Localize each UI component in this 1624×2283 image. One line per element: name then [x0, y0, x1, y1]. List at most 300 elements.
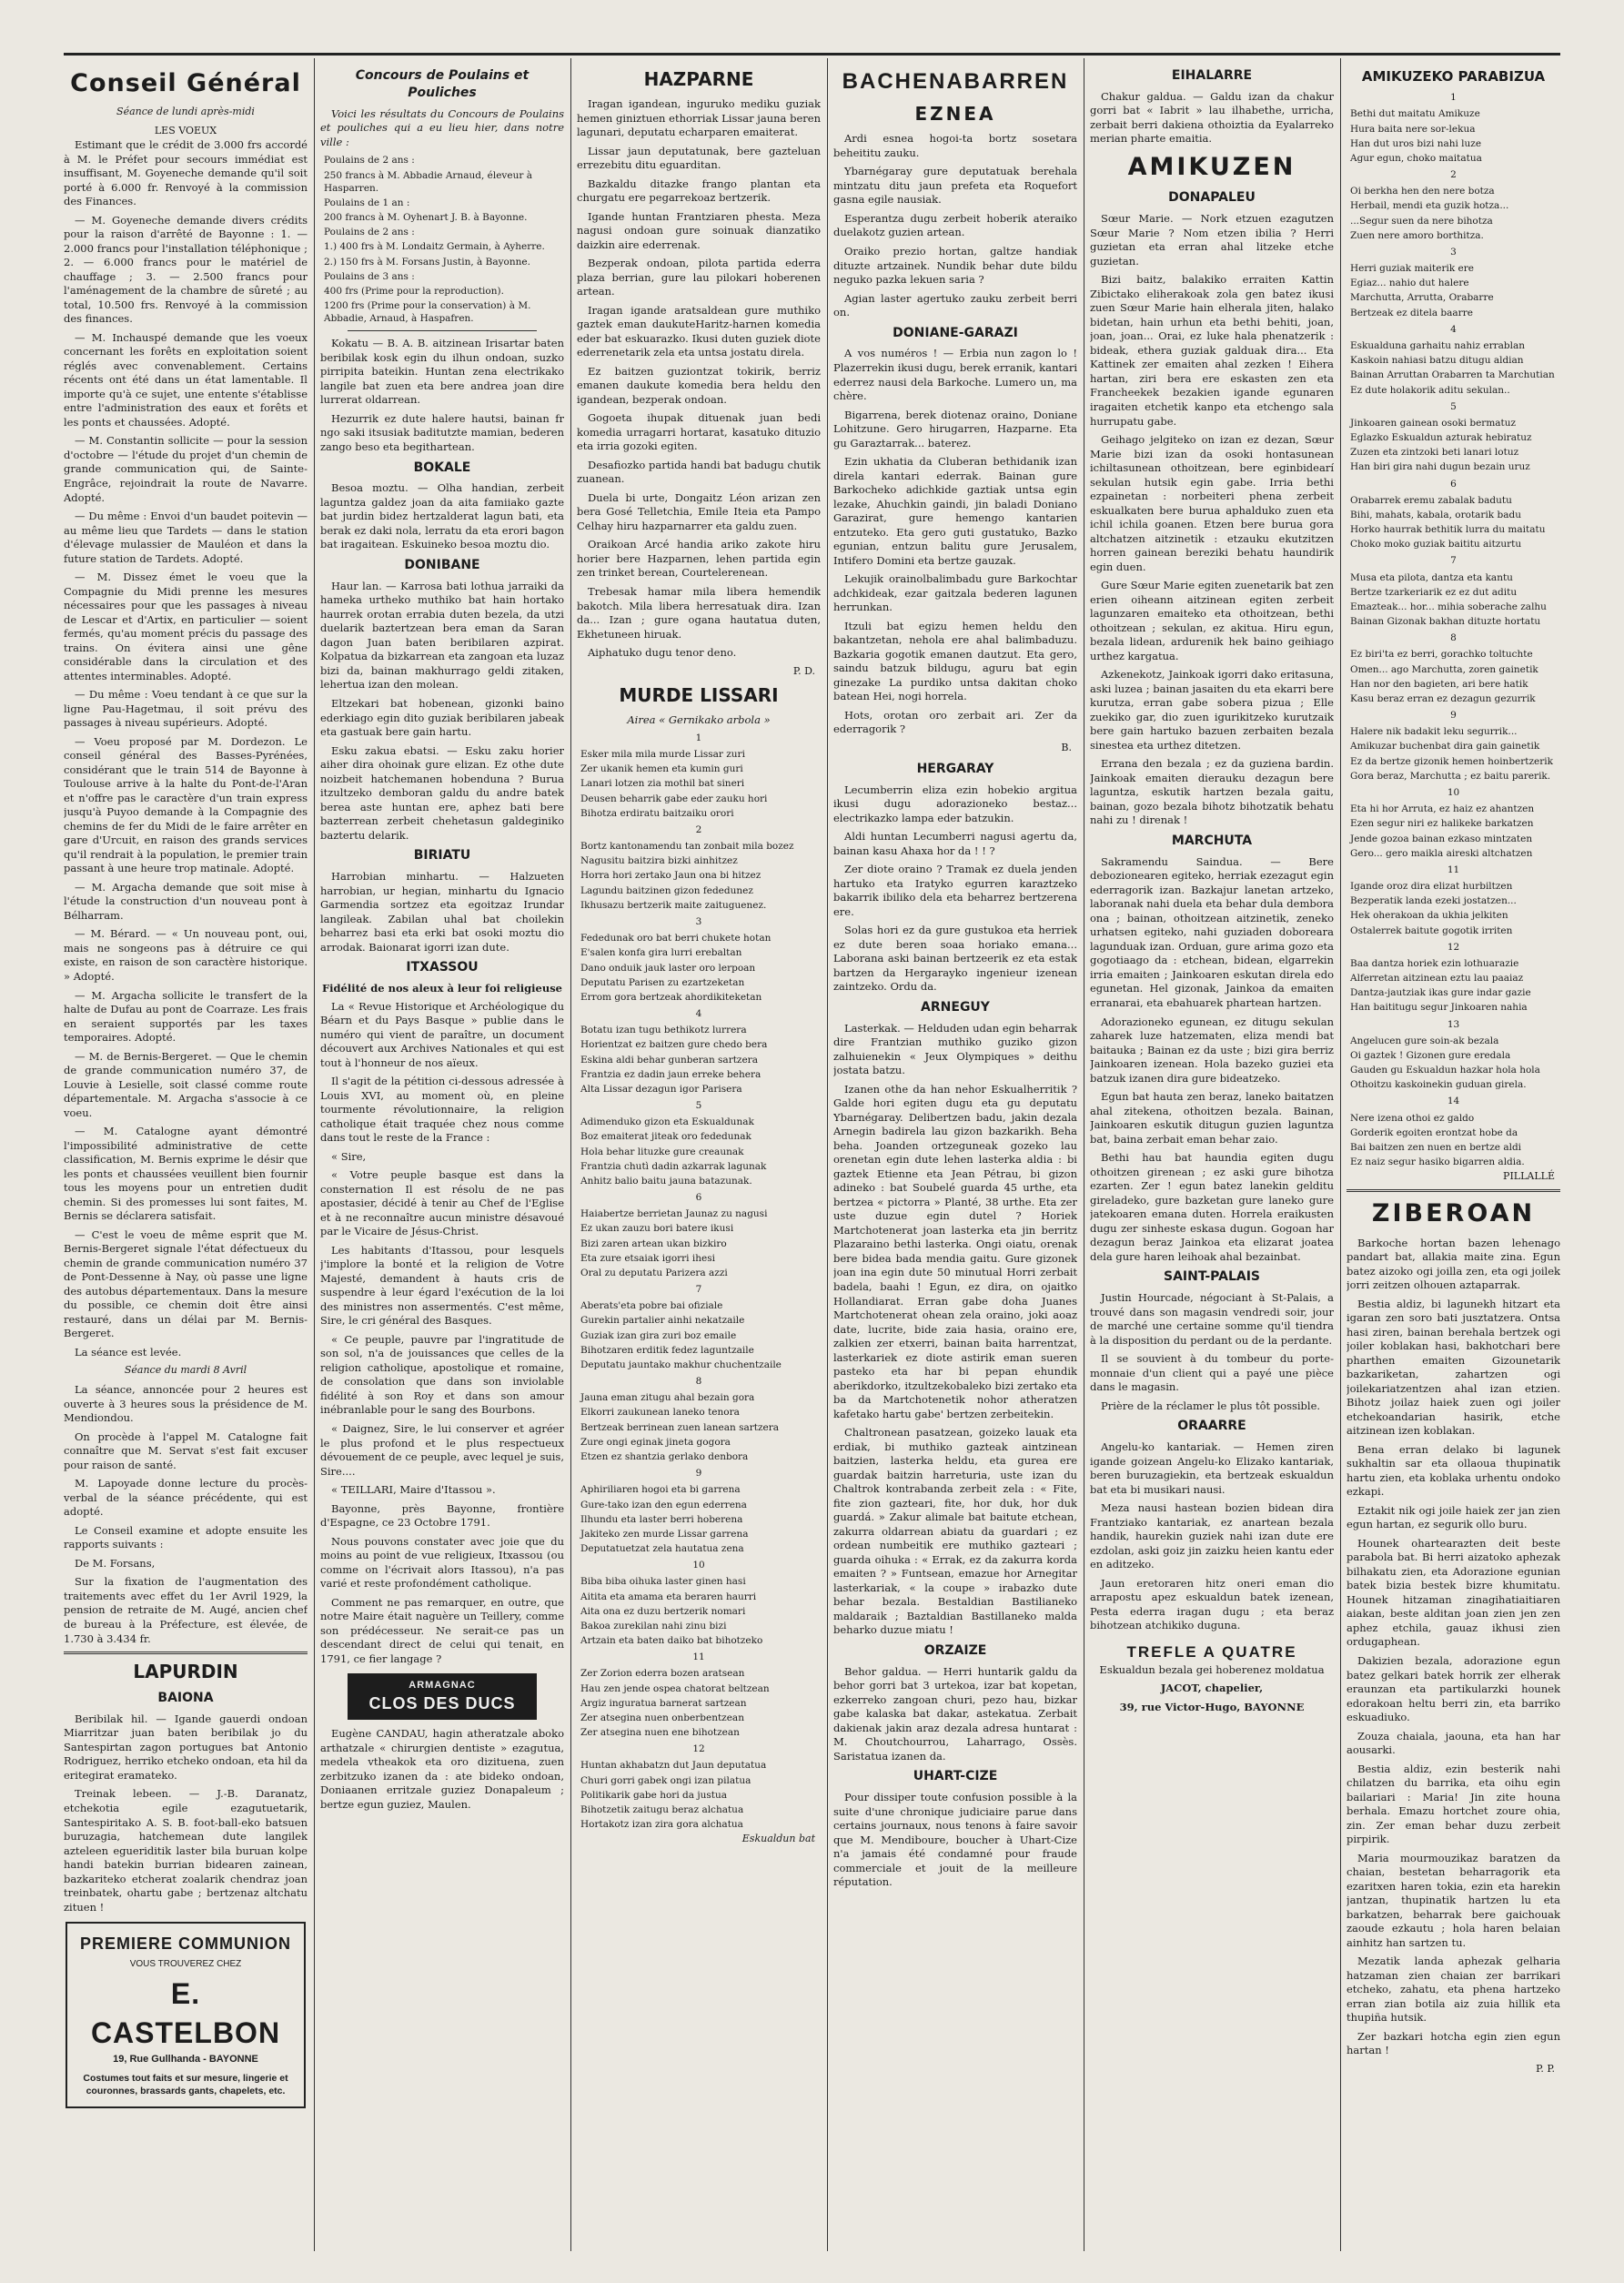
verse-line: Zer atsegina nuen onberbentzean: [580, 1712, 744, 1723]
session-subtitle: Séance de lundi après-midi: [116, 106, 255, 118]
paragraph: A vos numéros ! — Erbia nun zagon lo ! Plazerrekin ikusi dugu, berek erranik, kantari ederrez nausi dela Barkoche. Lumero un, ma chère.: [833, 347, 1077, 403]
column-4: [833, 64, 1077, 2248]
verse-line: Bizi zaren artean ukan bizkiro: [580, 1237, 727, 1249]
paragraph: Lecumberrin eliza ezin hobekio argitua ikusi dugu adorazioneko bestaz... electrikazko lampa eder batzukin.: [833, 783, 1077, 824]
stanza-number: 14: [1447, 1096, 1460, 1107]
verse-line: Gora beraz, Marchutta ; ez baitu parerik.: [1350, 770, 1551, 782]
column-divider: [827, 58, 828, 2251]
stanza-number: 3: [695, 915, 702, 927]
result-line: 250 francs à M. Abbadie Arnaud, éleveur à Hasparren.: [324, 169, 532, 194]
signature-2: P. P.: [1536, 2062, 1555, 2075]
stanza-number: 2: [1450, 169, 1457, 181]
verse-line: Haiabertze berrietan Jaunaz zu nagusi: [580, 1208, 768, 1220]
verse-line: Alferretan aitzinean eztu lau paaiaz: [1350, 973, 1524, 985]
kokatu-paragraph: Kokatu — B. A. B. aitzinean Irisartar baten beribilak kosk egin du ilhun ondoan, suzko pirripita bateikin. Huntan zena electrikako langile bat zuen eta bere andrea joan dire lurrerat oldarrean.: [320, 337, 564, 407]
paragraph: Ezin ukhatia da Cluberan bethidanik izan direla kantari ederrak. Bainan gure Barkocheko adichkide gaztiak untsa egin lezake, Ahuchkin gaindi, jin baladi Doniano Garazirat, gure hemengo kantarien entzuteko. Eta gero guti gustatuko, Bazko egunian, entzun balitu gure Jerusalem, Intifero Domini eta bertze gauzak.: [833, 455, 1077, 567]
paragraph: Zer diote oraino ? Tramak ez duela jenden hartuko eta Iratyko egurren karaztzeko bakarrik ibiliko dela eta beharrez bertzerena ere.: [833, 863, 1077, 918]
verse-line: Omen... ago Marchutta, zoren gainetik: [1350, 663, 1538, 675]
verse-line: Bihotzaren erditik fedez laguntzaile: [580, 1344, 754, 1356]
paragraph: Ybarnégaray gure deputatuak berehala mintzatu ditu jaun prefeta eta Roquefort gasna egile nausiak.: [833, 165, 1077, 207]
verse-line: Aberats'eta pobre bai ofiziale: [580, 1300, 723, 1312]
verse-line: Marchutta, Arrutta, Orabarre: [1350, 292, 1494, 304]
paragraph: Ardi esnea hogoi-ta bortz sosetara beheititu zauku.: [833, 132, 1077, 159]
saint-palais-paragraph-3: Prière de la réclamer le plus tôt possible.: [1101, 1399, 1321, 1412]
murde-lissari-heading: MURDE LISSARI: [619, 684, 779, 707]
stanza-number: 11: [1447, 864, 1460, 875]
paragraph: La séance est levée.: [75, 1345, 182, 1359]
saint-palais-paragraph: Justin Hourcade, négociant à St-Palais, a trouvé dans son magasin vendredi soir, jour de marché une certaine somme qu'il tiendra à la disposition du perdant ou de la perdante.: [1090, 1291, 1334, 1347]
castelbon-advert: [66, 1922, 306, 2108]
verse-line: Bihi, mahats, kabala, orotarik badu: [1350, 509, 1521, 520]
verse-line: Eta hi hor Arruta, ez haiz ez ahantzen: [1350, 803, 1535, 815]
stanza-number: 10: [1447, 786, 1460, 798]
paragraph: Igande huntan Frantziaren phesta. Meza nagusi ondoan gure soinuak dianzatiko daizkin aire ederrenak.: [577, 209, 821, 251]
eihalarre-paragraph: Chakur galdua. — Galdu izan da chakur gorri bat « Iabrit » lau ilhabethe, urricha, zerbait berri dakiena othoiztia da Eyalarreko merian pharte emaitia.: [1090, 89, 1334, 146]
verse-line: Elkorri zaukunean laneko tenora: [580, 1407, 740, 1419]
saint-palais-paragraph-2: Il se souvient à du tombeur du porte-monnaie d'un client qui a payé une pièce dans le magasin.: [1090, 1352, 1334, 1394]
oraarre-heading: ORAARRE: [1177, 1419, 1246, 1434]
verse-line: Oi gaztek ! Gizonen gure eredala: [1350, 1049, 1511, 1061]
verse-line: ...Segur suen da nere bihotza: [1350, 215, 1493, 227]
paragraph: Treinak lebeen. — J.-B. Daranatz, etchekotia egile ezagutuetarik, Santespiritako A. S. B. foot-ball-eko batsuen buruzagia, hatchemean dute langilek azteleen egueriditik laster bila buruan kolpe handi batekin burrian bidearen zainean, bazkariteko etcherat zoalarik chendraz joan treinbatek, ohartu gabe ; bertzenaz altchatu zituen !: [64, 1787, 308, 1914]
verse-line: Jauna eman zitugu ahal bezain gora: [580, 1392, 755, 1404]
paragraph: « TEILLARI, Maire d'Itassou ».: [331, 1483, 496, 1497]
paragraph: Nous pouvons constater avec joie que du moins au point de vue religieux, Itxassou (ou comme on l'écrivait alors Itassou), n'a pas varié et reste profondément catholique.: [320, 1534, 564, 1591]
donibane-paragraph-2: Eltzekari bat hobenean, gizonki baino ederkiago egin dito guziak beribilaren jabeak eta gastuak bere gain hartu.: [320, 697, 564, 739]
conseil-paragraphs: [64, 138, 308, 1359]
paragraph: — Du même : Envoi d'un baudet poitevin — au même lieu que Tardets — dans le station d'élevage mulassier de Mauléon et dans la future station de Tardets. Adopté.: [64, 510, 308, 565]
verse-line: Eskina aldi behar gunberan sartzera: [580, 1054, 758, 1066]
stanza-number: 1: [1450, 92, 1457, 104]
verse-line: Zure ongi eginak jineta gogora: [580, 1436, 731, 1448]
paragraph: Zer bazkari hotcha egin zien egun hartan !: [1347, 2029, 1560, 2057]
verse-line: Zer Zorion ederra bozen aratsean: [580, 1668, 745, 1680]
verse-line: Bortz kantonamendu tan zonbait mila bozez: [580, 841, 794, 853]
paragraph: Le Conseil examine et adopte ensuite les rapports suivants :: [64, 1523, 308, 1551]
baiona-heading: BAIONA: [157, 1691, 214, 1706]
signature-2: Eskualdun bat: [741, 1833, 815, 1845]
verse-line: Bertzeak berrinean zuen lanean sartzera: [580, 1421, 780, 1433]
eihalarre-heading: EIHALARRE: [1171, 68, 1253, 83]
paragraph: — C'est le voeu de même esprit que M. Bernis-Bergeret signale l'état défectueux du chemin de grande communication numéro 37 de Pont-Dessenne à Nay, où passe une ligne des autobus départementaux. Dans la mesure du possible, ce chemin doit être ainsi restauré, dans un délai par M. Bernis-Bergeret.: [64, 1227, 308, 1340]
oraarre-paragraph-2: Meza nausi hastean bozien bidean dira Frantziako kantariak, ez anartean bezala handik, haurekin guziek nahi izan dute ere ezdolan, aski goiz jin zaizku heien kantu eder en aditzeko.: [1090, 1501, 1334, 1571]
verse-line: Baa dantza horiek ezin lothuarazie: [1350, 957, 1519, 969]
paragraph: « Ce peuple, pauvre par l'ingratitude de son sol, n'a de jouissances que celles de la religion catholique, apostolique et romaine, de consolation que dans son inviolable fidélité à son Roy et dans son amour inébranlable pour le sang des Bourbons.: [320, 1332, 564, 1417]
paragraph: Esperantza dugu zerbeit hoberik ateraiko duelakotz guzien artean.: [833, 211, 1077, 239]
paragraph: Les habitants d'Itassou, pour lesquels j'implore la bonté et la religion de Votre Majesté, demandent à hauts cris de suspendre à leur égard l'exécution de la loi des ministres non assermentés. C'est même, Sire, le cri général des Basques.: [320, 1243, 564, 1328]
verse-line: Botatu izan tugu bethikotz lurrera: [580, 1025, 747, 1036]
result-line: 1200 frs (Prime pour la conservation) à M. Abbadie, Arnaud, à Haspafren.: [324, 300, 531, 325]
donapaleu-heading: DONAPALEU: [1168, 190, 1256, 206]
verse-line: Lagundu baitzinen gizon fededunez: [580, 884, 753, 896]
paragraph: Egun bat hauta zen beraz, laneko baitatzen ahal zitekena, othoitzen bezala. Bainan, Jainkoaren eskutik ditugun guzien laguntza bat, baina zerbait eman behar zaio.: [1090, 1090, 1334, 1146]
paragraph: Bethi hau bat haundia egiten dugu othoitzen girenean ; ez aski gure bihotza ezarten. Zer ! egun batez lanekin gelditu gireladeko, gure bazketan gure laneko gure jatekoaren emana duten. Horrela eraikusten dugu zer sinheste eskasa dugun. Gogoan har dezagun beraz Jainkoa eta elizarat joatea dela gure haren leihoak ahal bezainbat.: [1090, 1151, 1334, 1263]
oraarre-paragraph: Angelu-ko kantariak. — Hemen ziren igande goizean Angelu-ko Elizako kantariak, beren buruzagiekin, eta bertzeak eskualdun bat eta bi musikari nausi.: [1090, 1440, 1334, 1496]
stanza-number: 7: [695, 1284, 702, 1296]
orzaize-heading: ORZAIZE: [923, 1642, 987, 1658]
paragraph: Hounek ohartearazten deit beste parabola bat. Bi herri aizatoko aphezak bilhakatu zien, eta Adorazione egunian batek bizia bestek bizre khumitatu. Hounek hitzaman zinagihatiaitiaren aiakan, beste alditan joan zien jen zen aphez etchila, gauaz ikhusi zien ordugaphean.: [1347, 1536, 1560, 1649]
stanza-number: 8: [1450, 632, 1457, 644]
paragraph: Sakramendu Saindua. — Bere debozionearen egiteko, herriak ezezagut egin ederragorik izan. Bazkajur lanetan artzeko, laboranak nahi duela eta behar dula dembora ona ; bainan, othoitzean aitzinetik, zeneko urhatsen egiteko, nahi guziaden doboreara lagunduak izan. Orduan, gure arima gozo eta gogotiaago da : etchean, bidean, elgarrekin irria emaiten ; Jainkoaren eskutan direla edo egunetan. Hel gizonak, Jainkoa da emaiten erranarai, eta ebahuarek phartean hartzen.: [1090, 854, 1334, 1009]
signature: B.: [1061, 741, 1072, 753]
hergaray-paragraphs: [833, 783, 1077, 995]
result-line: 2.) 150 frs à M. Forsans Justin, à Bayonne.: [324, 256, 530, 268]
verse-line: Oral zu deputatu Parizera azzi: [580, 1267, 728, 1278]
uhart-paragraph: Pour dissiper toute confusion possible à la suite d'une chronique judiciaire parue dans certains journaux, nous tenons à faire savoir que M. Mendiboure, boucher à Uhart-Cize n'a jamais été condamné pour fraude commerciale et jouit de la meilleure réputation.: [833, 1791, 1077, 1889]
paragraph: Barkoche hortan bazen lehenago pandart bat, allakia maite zina. Egun batez aizoko ogi joilla zen, eta ogi joilek jorri zeitzen olhouen aztaparrak.: [1347, 1236, 1560, 1292]
verse-line: Bethi dut maitatu Amikuze: [1350, 108, 1480, 120]
column-divider: [570, 58, 571, 2251]
verse-line: Bainan Arruttan Orabarren ta Marchutian: [1350, 369, 1555, 381]
result-line: 200 francs à M. Oyhenart J. B. à Bayonne.: [324, 212, 528, 224]
verse-line: Frantzia chutì dadin azkarrak lagunak: [580, 1160, 767, 1172]
paragraph: Duela bi urte, Dongaitz Léon arizan zen bera Gosé Telletchia, Emile Iteia eta Pampo Celhay hiru hazparnarrer eta galdu zuen.: [577, 490, 821, 532]
paragraph: — M. Dissez émet le voeu que la Compagnie du Midi prenne les mesures nécessaires pour que les passages à niveau de Lescar et d'Artix, en particulier — soient fermés, qu'au moment précis du passage des trains. On évitera ainsi une gêne considérable dans la circulation et des attentes interminables. Adopté.: [64, 571, 308, 682]
stanza-number: 9: [695, 1468, 702, 1480]
verse-line: Amikuzar buchenbat dira gain gainetik: [1350, 741, 1540, 753]
ad-line-5: Costumes tout faits et sur mesure, lingerie et couronnes, brassards gants, chapelets, etc.: [83, 2073, 288, 2097]
paragraph: Estimant que le crédit de 3.000 frs accordé à M. le Préfet pour secours immédiat est insuffisant, M. Goyeneche demande qu'il soit porté à 6.000 fr. Renvoyé à la commission des Finances.: [64, 138, 308, 208]
verse-line: Biba biba oihuka laster ginen hasi: [580, 1576, 746, 1588]
verse-line: Nagusitu baitzira bizki ainhitzez: [580, 855, 738, 867]
song-air: Airea « Gernikako arbola »: [627, 713, 771, 727]
verse-line: Aphiriliaren hogoi eta bi garrena: [580, 1484, 741, 1496]
concours-intro: Voici les résultats du Concours de Poulains et pouliches qui a eu lieu hier, dans notre ville :: [320, 106, 564, 148]
verse-line: Orabarrek eremu zabalak badutu: [1350, 494, 1512, 506]
paragraph: Lekujik orainolbalimbadu gure Barkochtar adchkideak, ezar gaitzala bederen lagunen herrunkan.: [833, 572, 1077, 614]
armagnac-label: ARMAGNAC: [409, 1680, 476, 1692]
result-line: 1.) 400 frs à M. Londaitz Germain, à Ayherre.: [324, 241, 545, 253]
concours-results: [320, 154, 564, 325]
verse-line: Ez da bertze gizonik hemen hoinbertzerik: [1350, 755, 1553, 767]
verse-line: Han nor den bagieten, ari bere hatik: [1350, 678, 1528, 690]
verse-line: Huntan akhabatzn dut Jaun deputatua: [580, 1760, 767, 1772]
hazparne-heading: HAZPARNE: [643, 68, 754, 90]
verse-line: Bezperatik landa ezeki jostatzen...: [1350, 895, 1517, 907]
paragraph: Errana den bezala ; ez da guziena bardin. Jainkoak emaiten dierauku dezagun bere laguntza, eskutik hartzen bezala gaitu, bainan, gozo bezala bihotz bihotzatik behatu nahi zu ! direnak !: [1090, 757, 1334, 827]
paragraph: Bestia aldiz, bi lagunekh hitzart eta igaran zen soro bati jusztatzera. Ontsa hasi ziren, bainan berehala bertzek ogi joiler koblakan hasi, bakhotchari bere pharthen emaiten Gizounetarik bazkariketan, zahartzen ogi joilekariatzentzen ahal izan etzien. Bihotz joilaz haiek zuen ogi joiler etchekoandarian hasirik, etche aitzinean izen koblakan.: [1347, 1297, 1560, 1438]
paragraph: Aiphatuko dugu tenor deno.: [588, 646, 737, 660]
column-divider: [1340, 58, 1341, 2251]
verse-line: Igande oroz dira elizat hurbiltzen: [1350, 881, 1513, 893]
donapaleu-paragraphs: [1090, 212, 1334, 828]
paragraph: M. Lapoyade donne lecture du procès-verbal de la séance précédente, qui est adopté.: [64, 1477, 308, 1519]
verse-line: Aitita eta amama eta beraren haurri: [580, 1591, 757, 1602]
verse-line: Eglazko Eskualdun azturak hebiratuz: [1350, 432, 1532, 444]
paragraph: Iragan igande aratsaldean gure muthiko gaztek eman daukuteHaritz-harnen komedia eder bat eskuarazko. Ikusi duten guziek diote ederrenetarik zela eta untsa jostatu direla.: [577, 303, 821, 359]
paragraph: — M. de Bernis-Bergeret. — Que le chemin de grande communication numéro 37, de Louvie à Lesielle, soit classé comme route départementale. M. Argacha s'associe à ce voeu.: [64, 1049, 308, 1119]
stanza-number: 6: [1450, 478, 1457, 490]
paragraph: « Sire,: [331, 1149, 367, 1163]
verse-line: Angelucen gure soin-ak bezala: [1350, 1035, 1499, 1046]
session-subtitle-2: Séance du mardi 8 Avril: [124, 1364, 247, 1377]
result-line: Poulains de 1 an :: [324, 197, 410, 208]
result-line: Poulains de 2 ans :: [324, 227, 415, 238]
top-rule: [64, 53, 1560, 56]
conseil-paragraphs-2: [64, 1383, 308, 1646]
verse-line: Bihotza erdiratu baitzaiku orori: [580, 807, 734, 819]
orzaize-paragraph: Behor galdua. — Herri huntarik galdu da behor gorri bat 3 urtekoa, izar bat kopetan, ezkerreko zangoan churi, pezo hau, bizkar gabe kalaska bat dakar, astekatua. Zerbait dakienak jakin araz dezala adresa huntarat : M. Choutchourrou, Laharrago, Ossès. Saristatua izanen da.: [833, 1664, 1077, 1763]
verse-line: Politikarik gabe hori da justua: [580, 1789, 727, 1801]
verse-line: Jakiteko zen murde Lissar garrena: [580, 1528, 749, 1540]
conseil-general-title: Conseil Général: [70, 69, 301, 97]
signature: PILLALLÉ: [1503, 1170, 1555, 1183]
paragraph: Il s'agit de la pétition ci-dessous adressée à Louis XVI, au moment où, en pleine tourmente révolutionnaire, la religion catholique était traquée chez nous comme dans tout le reste de la France :: [320, 1075, 564, 1145]
paragraph: Eztakit nik ogi joile haiek zer jan zien egun hartan, ez segurik ollo buru.: [1347, 1503, 1560, 1531]
paragraph: Agian laster agertuko zauku zerbeit berri on.: [833, 291, 1077, 319]
marchuta-paragraphs: [1090, 855, 1334, 1264]
paragraph: Solas hori ez da gure gustukoa eta herriek ez dute beren soaa horiako emana... Laborana aski bainan bertzeerik ez eta estak bartzen da Hergarayko ingenieur izenean zaintzeko. Ordu da.: [833, 924, 1077, 994]
bachenabarren-title: BACHENABARREN: [842, 69, 1069, 94]
paragraph: Bizi baitz, balakiko erraiten Kattin Zibictako eliherakoak zola gen batez ikusi zuen Sœur Marie hain elherala jiten, halako bidetan, hain urhun eta bethi behiti, joan, joan, joan... Orai, ez luke hala phenatzerik : bideak, ethera guziak galduak dira... Eta Kattinek zer emaiten ahal zezken ! Eihera hartan, ziri bera ere eskasten zen eta Francheekek bezakien igande egunaren iragaiten etchetik kanpo eta etchengo sala hurrupatu gabe.: [1090, 273, 1334, 428]
verse-line: Deputatu Parisen zu ezartzeketan: [580, 976, 745, 988]
verse-line: Zer ukanik hemen eta kumin guri: [580, 763, 743, 775]
verse-line: Ez ukan zauzu bori batere ikusi: [580, 1223, 734, 1235]
verse-line: Alta Lissar dezagun igor Parisera: [580, 1083, 742, 1095]
paragraph: Izanen othe da han nehor Eskualherritik ? Galde hori egiten dugu eta gu deputatu Ybarnégaray. Delibertzen badu, jakin dezala Arnegin badirela lau gizon bazkarikh. Beha beha. Joanden ortzeguneak gozeko lau orenetan egin dute lehen lasterka aldia : bi gaztek Etienne eta Jean Pétrau, bi gizon adineko : bat Soubelé guarda 45 urthe, eta bertzea « pictorra » Planté, 38 urthe. Eta zer uste duzue egin dutel ? Horiek Martchotenerat joan lasterka eta jin berritz Plazaraino bethi lasterka. Ongi oiatu, orenak bere bidea bada mendia gaitu. Gure gizonek joan ina egin dute 50 minutual Horri zerbait badela, baahi ! Egun, ez dira, on ojaitko Hollandiarat. Erran gabe doha Juanes Martchotenerat ohean zela oraino, joki aoaz date, lucrite, bide zaia hasia, oraino ere, zalkien zer etxerri, bainan baita harrentzat, lasterkariek ez diote astirik eman sueren pasteko eta har bi pepan ehundik aberikdorko, itzultzekobaleko bizi zertako eta ba da Martchotenetik nohor atheratzen kafetako hartu gabe' bertzen zerbeitekin.: [833, 1082, 1077, 1420]
column-3: [577, 64, 821, 2248]
lapurdin-heading: LAPURDIN: [133, 1661, 238, 1683]
donibane-paragraph: Haur lan. — Karrosa bati lothua jarraiki da hameka urtheko muthiko bat hain hortako haurrek orotan errabia duten bezela, da utzi duelarik baztertzean bera eman da Saran dagon Juan baten beribilaren azpirat. Kolpatua da bizkarrean eta zangoan eta luzaz bizi da, bainan makhurrago geldi zitaken, lehertua izan den molean.: [320, 579, 564, 692]
result-line: Poulains de 2 ans :: [324, 155, 415, 167]
trefle-line: Eskualdun bezala gei hoberenez moldatua: [1099, 1662, 1325, 1676]
paragraph: Sur la fixation de l'augmentation des traitements avec effet du 1er Avril 1929, la pension de retraite de M. Augé, ancien chef de bureau à la Préfecture, est élevée, de 1.730 à 3.434 fr.: [64, 1575, 308, 1645]
clos-des-ducs-label: CLOS DES DUCS: [368, 1694, 516, 1713]
bokale-paragraph: Besoa moztu. — Olha handian, zerbeit laguntza galdez joan da aita famiiako gazte bat jurdin bidez hertzalderat lagun bati, eta berak ez daki nola, lerratu da eta erori bagon bat iragaitean. Eskuineko besoa moztu dio.: [320, 481, 564, 551]
verse-line: Aita ona ez duzu bertzerik nomari: [580, 1605, 746, 1617]
paragraph: — Du même : Voeu tendant à ce que sur la ligne Pau-Hagetmau, il soit prévu des passages à niveau supérieurs. Adopté.: [64, 688, 308, 730]
verse-line: Othoitzu kaskoinekin guduan girela.: [1350, 1079, 1527, 1091]
amikuzen-title: AMIKUZEN: [1127, 152, 1296, 181]
paragraph: « Daignez, Sire, le lui conserver et agréer le plus profond et le plus respectueux dévouement de ce peuple, avec lequel je suis, Sire....: [320, 1421, 564, 1478]
divider: [64, 1652, 308, 1654]
stanza-number: 4: [695, 1008, 702, 1020]
paragraph: Gogoeta ihupak dituenak juan bedi komedia urragarri hortarat, kasatuko dituzio eta irria gozoki egiten.: [577, 411, 821, 453]
paragraph: Beribilak hil. — Igande gauerdi ondoan Miarritzar juan baten beribilak jo du Santespirtan zagon portugues bat Antonio Rodriguez, herriko etcheko ondoan, eta hil da eritegirat eramateko.: [64, 1712, 308, 1782]
verse-line: Horientzat ez baitzen gure chedo bera: [580, 1039, 768, 1051]
paragraph: Desafiozko partida handi bat badugu chutik zuanean.: [577, 458, 821, 486]
verse-line: Deusen beharrik gabe eder zauku hori: [580, 793, 768, 804]
verse-line: Eskualduna garhaitu nahiz errablan: [1350, 340, 1525, 351]
paragraph: Comment ne pas remarquer, en outre, que notre Maire était naguère un Teillery, comme son prédécesseur. Ne serait-ce pas un descendant direct de celui qui tenait, en 1791, ce fier langage ?: [320, 1595, 564, 1665]
verse-line: Agur egun, choko maitatua: [1350, 152, 1482, 164]
verse-line: Frantzia ez dadin jaun erreke behera: [580, 1068, 762, 1080]
verse-line: Hortakotz izan zira gora alchatua: [580, 1819, 743, 1831]
verse-line: Bertzeak ez ditela baarre: [1350, 307, 1473, 318]
verse-line: Jinkoaren gainean osoki bermatuz: [1350, 417, 1517, 429]
stanza-number: 12: [692, 1743, 705, 1755]
paragraph: Bazkaldu ditazke frango plantan eta churgatu ere pegarrekoaz bertzerik.: [577, 177, 821, 205]
column-2: [320, 64, 564, 2248]
paragraph: Adorazioneko egunean, ez ditugu sekulan zaharek luze hatzematen, eliza mendi bat baitauka ; Bainan ez da uste ; bizi gira berriz Jainkoaren izenean. Hola bazeko guziei eta batzuk izanen dira gure bideatzeko.: [1090, 1015, 1334, 1085]
jacot-name: JACOT, chapelier,: [1160, 1682, 1264, 1695]
verse-line: Errom gora bertzeak ahordikiteketan: [580, 991, 762, 1003]
paragraph: Lissar jaun deputatunak, bere gazteluan errezebitu ditu eguarditan.: [577, 144, 821, 172]
paragraph: — M. Constantin sollicite — pour la session d'octobre — l'étude du projet d'un chemin de grande communication qui, de Sainte-Engrâce, rejoindrait la route de Navarre. Adopté.: [64, 434, 308, 504]
hazparne-paragraphs: [577, 97, 821, 661]
verse-line: Ez naiz segur hasiko bigarren aldia.: [1350, 1157, 1525, 1168]
paragraph: Trebesak hamar mila libera hemendik bakotch. Mila libera herresatuak dira. Izan da... Izan ; gure ogana hautatua duten, Ekhetuneen hiruak.: [577, 584, 821, 641]
column-5: [1090, 64, 1334, 2248]
verse-line: Emazteak... hor... mihia soberache zalhu: [1350, 601, 1547, 612]
stanza-number: 13: [1447, 1018, 1460, 1030]
paragraph: Itzuli bat egizu hemen heldu den bakantzetan, nehola ere ahal balimbaduzu. Bazkaria gogotik emanen dautzut. Eta gero, saindu batzuk bildugu, aguru bat egin ginezake La purdiko untsa dakitan choko batean Hei, nogi horrela.: [833, 619, 1077, 703]
arneguy-heading: ARNEGUY: [921, 999, 990, 1015]
paragraph: — M. Catalogne ayant démontré l'impossibilité administrative de cette classification, M. Bernis exprime le désir que les ponts et chaussées veuillent bien fournir tous les moyens pour un entretien dudit chemin. Si des promesses lui sont faites, M. Bernis se déclarera satisfait.: [64, 1125, 308, 1223]
column-6: [1347, 64, 1560, 2248]
hergaray-heading: HERGARAY: [916, 761, 994, 776]
verse-line: Lanari lotzen zia mothil bat sineri: [580, 778, 745, 790]
doniane-paragraphs: [833, 347, 1077, 736]
verse-line: Hura baita nere sor-lekua: [1350, 123, 1476, 135]
stanza-number: 2: [695, 823, 702, 835]
verse-line: Gauden gu Eskualdun hazkar hola hola: [1350, 1065, 1540, 1076]
verse-line: Herbail, mendi eta guzik hotza...: [1350, 200, 1509, 212]
verse-line: Zuen nere amoro borthitza.: [1350, 229, 1484, 241]
eznea-heading: EZNEA: [914, 103, 996, 126]
paragraph: On procède à l'appel M. Catalogne fait connaître que M. Servat s'est fait excuser pour raison de santé.: [64, 1429, 308, 1471]
biriatu-heading: BIRIATU: [413, 848, 471, 864]
stanza-number: 1: [695, 732, 702, 743]
verse-line: Ezen segur niri ez halikeke barkatzen: [1350, 818, 1534, 830]
ad-line-1: PREMIERE COMMUNION: [79, 1934, 291, 1954]
paragraph: Zouza chaiala, jaouna, eta han har aousarki.: [1347, 1729, 1560, 1757]
verse-line: Deputatuetzat zela hautatua zena: [580, 1543, 744, 1555]
ad-address: 19, Rue Gullhanda - BAYONNE: [113, 2054, 258, 2066]
donibane-paragraph-3: Esku zakua ebatsi. — Esku zaku horier aiher dira ohoinak gure elizan. Ez othe dute noizbeit hatchemanen hobenduna ? Burua itzultzeko demboran galdu du andre batek berea aste huntan ere, aphez bati bere bazterrean zerbeit chehetasun galdeginiko baztertu delarik.: [320, 743, 564, 842]
verse-line: Eta zure etsaiak igorri ihesi: [580, 1252, 715, 1264]
verse-line: Bainan Gizonak bakhan dituzte hortatu: [1350, 616, 1541, 628]
verse-line: Dantza-jautziak ikas gure indar gazie: [1350, 987, 1531, 999]
verse-line: Han baititugu segur Jinkoaren nahia: [1350, 1002, 1528, 1014]
kokatu-paragraph-2: Hezurrik ez dute halere hautsi, bainan fr ngo saki itsusiak baditutzte mamian, bederen zango beso eta begithartean.: [320, 411, 564, 453]
stanza-number: 11: [692, 1652, 705, 1663]
stanza-number: 6: [695, 1192, 702, 1204]
verse-line: Adimenduko gizon eta Eskualdunak: [580, 1116, 754, 1128]
paragraph: La « Revue Historique et Archéologique du Béarn et du Pays Basque » publie dans le numéro qui vient de paraître, un document découvert aux Archives Nationales et qui est tout à l'honneur de nos aïeux.: [320, 999, 564, 1069]
paragraph: Sœur Marie. — Nork etzuen ezagutzen Sœur Marie ? Nom etzen ibilia ? Herri guzietan eta erran ahal litzeke etche guzietan.: [1090, 212, 1334, 268]
verse-line: E'salen konfa gira lurri erebaltan: [580, 947, 742, 959]
paragraph: De M. Forsans,: [75, 1556, 156, 1570]
paragraph: — M. Inchauspé demande que les voeux concernant les forêts en exploitation soient réglés avec convenablement. Certains récents ont été dans un état lamentable. Il importe qu'à ce sujet, une entente s'établisse entre l'administration des eaux et forêts et les ponts et chaussées. Adopté.: [64, 330, 308, 429]
verse-line: Oi berkha hen den nere botza: [1350, 186, 1495, 197]
verse-line: Jende gozoa bainan ezkaso mintzaten: [1350, 833, 1533, 844]
paragraph: Bezperak ondoan, pilota partida ederra plaza berrian, gure lau pilokari hoberenen artean.: [577, 257, 821, 298]
result-line: Poulains de 3 ans :: [324, 270, 415, 282]
column-1: [64, 64, 308, 2248]
verse-line: Ikhusazu bertzerik maite zaituguenez.: [580, 899, 767, 911]
paragraph: — M. Argacha demande que soit mise à l'étude la construction d'un nouveau pont à Bélharram.: [64, 880, 308, 922]
paragraph: Lasterkak. — Helduden udan egin beharrak dire Frantzian muthiko guziko gizon zalhuienekin « Jeux Olympiques » deithu jostata batzu.: [833, 1021, 1077, 1077]
voeux-heading: LES VOEUX: [154, 125, 217, 137]
paragraph: Ez baitzen guziontzat tokirik, berriz emanen daukute komedia bera heldu den igandean, bezperak ondoan.: [577, 364, 821, 406]
paragraph: — M. Bérard. — « Un nouveau pont, oui, mais ne songeons pas à détruire ce qui existe, en raison de son caractère historique. » Adopté.: [64, 927, 308, 983]
verse-line: Guziak izan gira zuri boz emaile: [580, 1329, 737, 1341]
ad-line-2: VOUS TROUVEREZ CHEZ: [129, 1959, 242, 1970]
paragraph: Chaltronean pasatzean, goizeko lauak eta erdiak, bi muthiko gazteak aintzinean baitzien, lasterka heldu, eta gurea ere guardak baitzin harreturia, uste izan du Chaltrok kontrabanda zerbeit zela : « Fite, fite zion gazteari, fite, hor duk, hor duk guardá. » Zakur alimale bat baitute etchean, zakurra oldarrean abiatu da guardari ; ez ordean numbeitik ere muthiko gazteari ; guarda oihuka : « Errak, ez da zakurra korda emaiten ? » Funtsean, emazue hor Arnegitar lasterkariak, « la coupe » irabazko dute behar bezala. Bestaldian Bastilianeko maldaraik ; Baztaldian Bastillaneko malda beharko duzue miatu !: [833, 1426, 1077, 1637]
itxassou-paragraphs: [320, 1000, 564, 1667]
saint-palais-heading: SAINT-PALAIS: [1163, 1269, 1260, 1285]
paragraph: Bestia aldiz, ezin besterik nahi chilatzen du barrika, eta oihu egin bailariari : Maria! Jin zite houna berhala. Emazu hortchet zoure ohia, zin. Zer eman behar duzu zerbeit pirpirik.: [1347, 1762, 1560, 1846]
arneguy-paragraphs: [833, 1022, 1077, 1421]
trefle-advert-title: TREFLE A QUATRE: [1126, 1642, 1297, 1661]
baiona-paragraphs: [64, 1712, 308, 1914]
divider: [1347, 1189, 1560, 1192]
parabizua-stanzas: [1347, 91, 1560, 1168]
verse-line: Anhitz balio baitu jauna batazunak.: [580, 1175, 752, 1187]
paragraph: Geihago jelgiteko on izan ez dezan, Sœur Marie bizi izan da osoki hontasunean ichiltasunean othoitzean, bere eginbidearí sekulan hutsik egin gabe. Irria bethi ezpainetan : norbeiteri phena zerbeit eskualkaten bere burua aphalduko zuen eta ichil ichila goanen. Etzen bere burua gora altchatzen aitzinetik : etzauku ekutzitzen horren gainean bereziki behatu haundirik egin duen.: [1090, 433, 1334, 573]
verse-line: Kasu beraz erran ez dezagun gezurrik: [1350, 692, 1536, 704]
verse-line: Esker mila mila murde Lissar zuri: [580, 749, 745, 761]
verse-line: Ostalerrek baitute gogotik irriten: [1350, 924, 1513, 936]
paragraph: Hots, orotan oro zerbait ari. Zer da ederragorik ?: [833, 708, 1077, 736]
verse-line: Hau zen jende ospea chatorat beltzean: [580, 1682, 770, 1694]
paragraph: Bena erran delako bi lagunek sukhaltin sar eta ollaoua thupinatik hartu zien, eta koblaka urhentu ondoko ezkapi.: [1347, 1442, 1560, 1499]
verse-line: Bertze tzarkeriarik ez ez dut aditu: [1350, 586, 1518, 598]
concours-title: Concours de Poulains et Pouliches: [355, 68, 530, 100]
ziberoan-paragraphs: [1347, 1237, 1560, 2058]
paragraph: Bigarrena, berek diotenaz oraino, Doniane Lohitzune. Gero hirugarren, Hazparne. Eta gu Garaztarrak... baterez.: [833, 408, 1077, 450]
verse-line: Ilhundu eta laster berri hoberena: [580, 1513, 743, 1525]
song-verses: [577, 732, 821, 1831]
parabizua-title: AMIKUZEKO PARABIZUA: [1361, 68, 1546, 85]
stanza-number: 7: [1450, 555, 1457, 567]
verse-line: Nere izena othoi ez galdo: [1350, 1112, 1475, 1124]
doniane-garazi-heading: DONIANE-GARAZI: [893, 325, 1018, 340]
paragraph: — Voeu proposé par M. Dordezon. Le conseil général des Basses-Pyrénées, considérant que le train 514 de Bayonne à Toulouse arrive à la halte du Pont-de-l'Aran et n'offre pas le caractère d'un train express jusqu'à Puyoo demande à la Compagnie des chemins de fer du Midi de le faire arrêter en gare d'Urcuit, en raison des grands services qu'il rendrait à la population, le premier train passant à une heure trop matinale. Adopté.: [64, 734, 308, 875]
verse-line: Han biri gira nahi dugun bezain uruz: [1350, 461, 1530, 473]
paragraph: Azkenekotz, Jainkoak igorri dako eritasuna, aski luzea ; bainan jasaiten du eta ekarri bere kurutza, erran gabe sobera pizua ; Elle zuekiko gar, dio zuen igurikitzeko kurutzaik bere gain hartuko bazuen zerbaiten bezala sinestea eta urthez ditetzen.: [1090, 668, 1334, 752]
verse-line: Zuzen eta zintzoki beti lanari lotuz: [1350, 447, 1519, 459]
verse-line: Ez biri'ta ez berri, gorachko toltuchte: [1350, 649, 1533, 661]
paragraph: Oraiko prezio hortan, galtze handiak dituzte artzainek. Nundik behar dute bildu neguko pazka lekuen saria ?: [833, 245, 1077, 287]
verse-line: Bihotzetik zaitugu beraz alchatua: [580, 1803, 744, 1815]
paragraph: — M. Argacha sollicite le transfert de la halte de Dufau au pont de Coarraze. Les frais en seraient supportés par les taxes temporaires. Adopté.: [64, 988, 308, 1045]
itxassou-heading: ITXASSOU: [406, 960, 479, 975]
signature: P. D.: [792, 664, 815, 677]
divider: [348, 330, 537, 331]
paragraph: Oraikoan Arcé handia ariko zakote hiru horier bere Hazparnen, lehen partida egin zen trinket berean, Courtelerenean.: [577, 538, 821, 580]
verse-line: Gero... gero maikla aireski altchatzen: [1350, 847, 1533, 859]
verse-line: Egiaz... nahio dut halere: [1350, 278, 1469, 289]
verse-line: Boz emaiterat jiteak oro fededunak: [580, 1131, 751, 1143]
candau-paragraph: Eugène CANDAU, hagin atheratzale aboko arthatzale « chirurgien dentiste » ezagutua, medela vtheakok eta oro dizituena, zuen zerbitzuko izanen da : ate bideko ondoan, Doniaanen erritzale guziez Donapaleum ; bertze egun guziez, Maulen.: [320, 1727, 564, 1811]
verse-line: Argiz inguratua barnerat sartzean: [580, 1697, 747, 1709]
verse-line: Hola behar lituzke gure creaunak: [580, 1146, 744, 1157]
armagnac-advert: [348, 1673, 537, 1720]
stanza-number: 5: [695, 1100, 702, 1112]
paragraph: Maria mourmouzikaz baratzen da chaian, bestetan beharragorik eta ezaritxen haren tokia, ezin eta harekin jantzan, thupinatik hartzen lu eta barkatzen, beharrak bere gaichouak zaoude ezkautu ; hola haren belaian ainhitz han sartzen tu.: [1347, 1851, 1560, 1949]
verse-line: Halere nik badakit leku segurrik...: [1350, 726, 1518, 738]
paragraph: Mezatik landa aphezak gelharia hatzaman zien chaian zer barrikari etcheko, zahatu, eta phena hartzeko erran zian botila aiz zuia hillik eta thupiña hutsik.: [1347, 1955, 1560, 2025]
paragraph: Iragan igandean, inguruko mediku guziak hemen giniztuen ethorriak Lissar jauna beren lagunari, deputatu echarparen emaiterat.: [577, 97, 821, 139]
verse-line: Choko moko guziak baititu aitzurtu: [1350, 539, 1522, 551]
verse-line: Churi gorri gabek ongi izan pilatua: [580, 1774, 751, 1786]
stanza-number: 5: [1450, 400, 1457, 412]
column-divider: [314, 58, 315, 2251]
stanza-number: 12: [1447, 941, 1460, 953]
ziberoan-title: ZIBEROAN: [1371, 1199, 1536, 1228]
verse-line: Ez dute holakorik aditu sekulan..: [1350, 384, 1510, 396]
stanza-number: 9: [1450, 710, 1457, 722]
jacot-address: 39, rue Victor-Hugo, BAYONNE: [1119, 1700, 1305, 1713]
stanza-number: 8: [695, 1376, 702, 1388]
verse-line: Horra hori zertako Jaun ona bi hitzez: [580, 870, 762, 882]
marchuta-heading: MARCHUTA: [1171, 833, 1253, 848]
fidelite-heading: Fidélité de nos aleux à leur foi religieuse: [321, 982, 563, 995]
paragraph: Dakizien bezala, adorazione egun batez gelkari batek horrik zer elherak eraunzan eta partikularzki hounek edorakoan heltu berri zin, eta barriko eskuadiuko.: [1347, 1654, 1560, 1724]
paragraph: Gure Sœur Marie egiten zuenetarik bat zen erien oiheann aitzinean egiten zerbeit lagunzaren emaiteko eta othoitzean, bethi othoitzean ; sekulan, ez akitua. Hiru egun, bezala lidean, ardurenik hek baino geihiago urthez kargatua.: [1090, 579, 1334, 662]
